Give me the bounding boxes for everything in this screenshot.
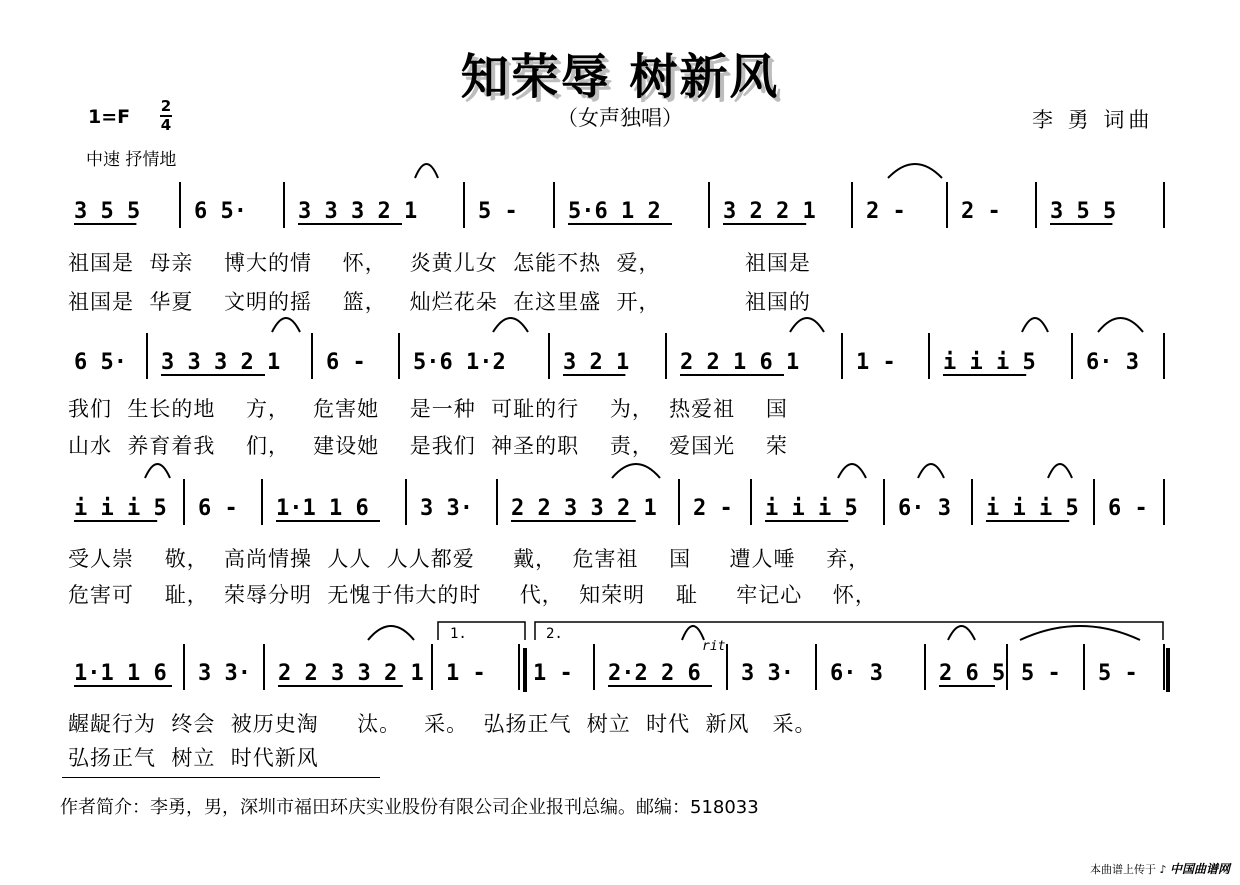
time-signature-bottom: 4	[160, 116, 172, 134]
measure-notes: 2 2 1 6 1	[680, 350, 800, 375]
measure-notes: 3 5 5	[74, 199, 141, 224]
measure-notes: 1·1 1 6	[276, 496, 369, 521]
slur-arc	[1022, 318, 1048, 332]
measure-notes: 3 3·	[741, 661, 794, 686]
measure-notes: 2 -	[961, 199, 1001, 224]
measure-notes: 5·6 1·2	[413, 350, 506, 375]
composer-credit: 李 勇 词曲	[1032, 108, 1154, 132]
slur-arc	[493, 318, 528, 332]
measure-notes: 5·6 1 2	[568, 199, 661, 224]
slur-arc	[948, 626, 975, 640]
upload-credit-site: 中国曲谱网	[1169, 862, 1230, 876]
time-signature-top: 2	[160, 97, 172, 115]
upload-credit-prefix: 本曲谱上传于	[1089, 863, 1156, 876]
measure-notes: 2 6 5	[939, 661, 1006, 686]
lyrics-row-3-verse-1: 受人崇 敬， 高尚情操 人人 人人都爱 戴， 危害祖 国 遭人唾 弃，	[68, 547, 871, 571]
slur-arc	[145, 464, 170, 478]
song-title: 知荣辱 树新风	[460, 49, 780, 105]
measure-notes: 5 -	[1098, 661, 1138, 686]
measure-notes: 2 -	[866, 199, 906, 224]
measure-notes: 6 -	[326, 350, 366, 375]
key-signature: 1=F	[88, 106, 131, 128]
lyrics-row-1-verse-1: 祖国是 母亲 博大的情 怀， 炎黄儿女 怎能不热 爱， 祖国是	[68, 251, 811, 275]
measure-notes: 3 3·	[420, 496, 473, 521]
music-note-icon: ♪	[1159, 863, 1167, 876]
slur-arc	[415, 164, 438, 178]
slur-arc	[272, 318, 300, 332]
slur-arc	[790, 318, 824, 332]
upload-credit	[1090, 860, 1230, 877]
slur-arc	[918, 464, 944, 478]
measure-notes: i i i 5	[765, 496, 858, 521]
measure-notes: 2 2 3 3 2 1	[278, 661, 424, 686]
lyrics-row-1-verse-2: 祖国是 华夏 文明的摇 篮， 灿烂花朵 在这里盛 开， 祖国的	[68, 290, 811, 314]
measure-notes: 1 -	[533, 661, 573, 686]
tempo-marking: 中速 抒情地	[86, 150, 177, 170]
slur-arc	[888, 164, 942, 178]
lyrics-row-4-verse-2: 弘扬正气 树立 时代新风	[68, 746, 319, 770]
measure-notes: 3 3 3 2 1	[161, 350, 281, 375]
measure-notes: 6· 3	[898, 496, 951, 521]
measure-notes: 3 2 2 1	[723, 199, 816, 224]
slur-arc	[682, 626, 704, 640]
lyrics-row-3-verse-2: 危害可 耻， 荣辱分明 无愧于伟大的时 代， 知荣明 耻 牢记心 怀，	[68, 583, 877, 607]
measure-notes: 3 3·	[198, 661, 251, 686]
measure-notes: 5 -	[1021, 661, 1061, 686]
measure-notes: 6 -	[198, 496, 238, 521]
slur-arc	[838, 464, 866, 478]
measure-notes: i i i 5	[986, 496, 1079, 521]
ritardando-mark: rit	[702, 639, 726, 654]
volta-2-bracket	[535, 622, 1163, 640]
slur-arc	[612, 464, 660, 478]
measure-notes: 3 2 1	[563, 350, 630, 375]
author-note: 作者简介：李勇，男，深圳市福田环庆实业股份有限公司企业报刊总编。邮编：518033	[60, 797, 759, 818]
lyrics-row-2-verse-2: 山水 养育着我 们， 建设她 是我们 神圣的职 责， 爱国光 荣	[68, 434, 788, 458]
volta-2-label: 2.	[546, 626, 563, 642]
measure-notes: 1·1 1 6	[74, 661, 167, 686]
measure-notes: 6· 3	[830, 661, 883, 686]
volta-1-label: 1.	[450, 626, 467, 642]
slur-arc	[1048, 464, 1072, 478]
lyrics-row-2-verse-1: 我们 生长的地 方， 危害她 是一种 可耻的行 为， 热爱祖 国	[68, 397, 788, 421]
measure-notes: 2·2 2 6	[608, 661, 701, 686]
lyrics-row-4-verse-1: 龌龊行为 终会 被历史淘 汰。 采。 弘扬正气 树立 时代 新风 采。	[68, 712, 817, 736]
measure-notes: 5 -	[478, 199, 518, 224]
slur-arc	[1020, 626, 1140, 640]
slur-arc	[1098, 318, 1143, 332]
measure-notes: 1 -	[856, 350, 896, 375]
measure-notes: 6 5·	[194, 199, 247, 224]
song-subtitle: （女声独唱）	[557, 106, 683, 130]
measure-notes: 6 -	[1108, 496, 1148, 521]
slur-arc	[368, 626, 414, 640]
measure-notes: i i i 5	[74, 496, 167, 521]
measure-notes: 6· 3	[1086, 350, 1139, 375]
footnote-divider	[62, 777, 380, 778]
measure-notes: 2 -	[693, 496, 733, 521]
measure-notes: 1 -	[446, 661, 486, 686]
measure-notes: i i i 5	[943, 350, 1036, 375]
measure-notes: 2 2 3 3 2 1	[511, 496, 657, 521]
measure-notes: 3 5 5	[1050, 199, 1117, 224]
measure-notes: 6 5·	[74, 350, 127, 375]
measure-notes: 3 3 3 2 1	[298, 199, 418, 224]
